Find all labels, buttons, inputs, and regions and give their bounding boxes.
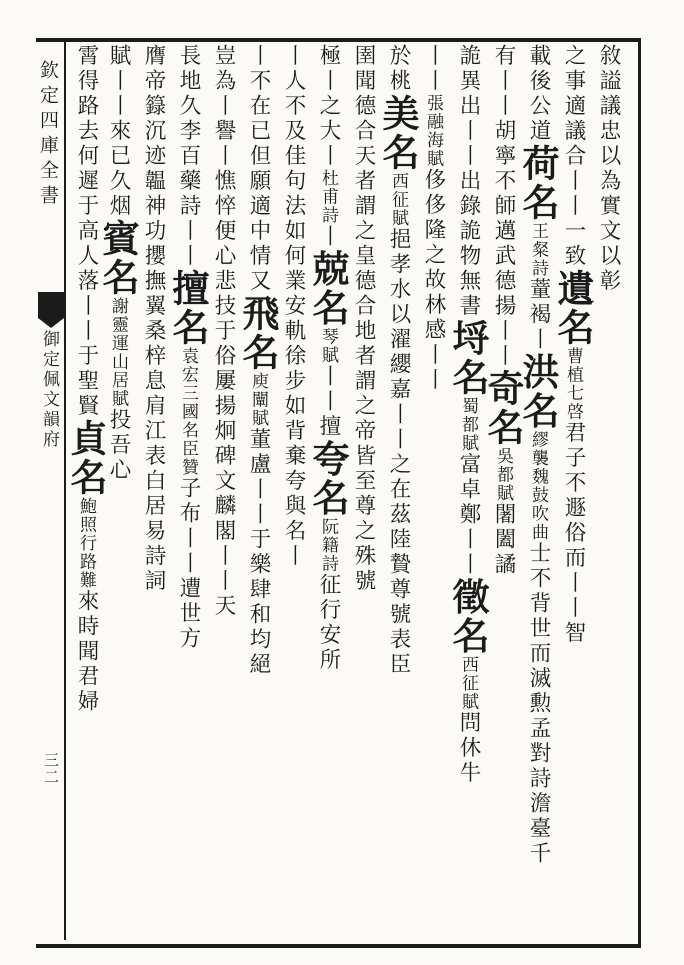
body-text: 霄得路去何遲 (74, 44, 99, 194)
body-text: 載後公道 (526, 44, 551, 144)
headword: 遺名 (551, 269, 595, 347)
headword: 賓名 (96, 219, 140, 297)
headword: 擅名 (166, 269, 210, 347)
body-text: 丨 (316, 224, 341, 250)
body-text: 挹孝水以濯纓嘉丨丨之在茲陸贄尊號表臣 (386, 227, 411, 678)
margin-section-title: 御定佩文韻府 (39, 330, 59, 450)
source-note: 庾闡賦 (248, 372, 268, 428)
source-note: 阮籍詩 (318, 517, 338, 573)
source-note: 蜀都賦 (458, 397, 478, 453)
body-text: 問休牛 (456, 711, 481, 786)
body-text: 于高人落丨丨于聖賢 (74, 194, 99, 419)
body-text: 邁武德揚丨丨 (491, 219, 516, 369)
body-text: 長地久李百藥詩丨丨 (176, 44, 201, 269)
headword: 荷名 (516, 144, 560, 222)
body-text: 胡寧不師 (491, 119, 516, 219)
body-text: 圉 (351, 44, 376, 69)
text-column (64, 44, 108, 934)
source-note: 張融海賦 (423, 94, 443, 168)
headword: 飛名 (236, 294, 280, 372)
body-text: 之故林感丨丨 (421, 243, 446, 393)
body-text: 技于俗屢揚炯碑文麟閣丨丨天 (211, 294, 236, 619)
source-note: 西征賦 (458, 655, 478, 711)
source-note: 袁宏三國名臣贊 (178, 347, 198, 477)
body-text: 士不背世而滅勲孟對詩澹臺千 (526, 541, 551, 867)
body-text: 敘謚議忠以為實文以彰 (596, 44, 621, 294)
body-text: 投吾心 (106, 408, 131, 483)
body-text: 豈為丨譽丨憔悴便心悲 (211, 44, 236, 294)
headword: 美名 (376, 94, 420, 172)
source-note: 謝靈運山居賦 (108, 297, 128, 408)
headword: 夸名 (306, 439, 350, 518)
headword: 徵名 (446, 577, 490, 656)
body-text: 富卓鄭丨丨 (456, 452, 481, 578)
headword: 奇名 (481, 369, 525, 447)
body-text: 膺帝籙沉迹韞神功 (141, 44, 166, 244)
body-text: 業安軌徐步 (281, 269, 306, 394)
source-note: 琴賦 (318, 327, 338, 365)
body-text: 攖撫翼桑梓息肩江表白居易詩詞 (141, 244, 166, 594)
body-text: 丨丨 (421, 44, 446, 94)
source-note: 杜甫詩 (318, 169, 338, 225)
source-note: 王粲詩 (528, 222, 548, 278)
body-text: 丨丨擅 (316, 364, 341, 440)
body-text: 董盧丨丨于樂肆和均絕 (246, 427, 271, 678)
margin-book-title: 欽定四庫全書 (37, 60, 59, 210)
body-text: 子布丨丨遭世方 (176, 476, 201, 652)
headword: 兢名 (306, 249, 350, 328)
body-text: 侈侈隆 (421, 168, 446, 243)
body-text: 征行安所 (316, 573, 341, 673)
margin-page-number: 三二 (42, 752, 60, 786)
body-text: 之事適議合丨丨一致 (561, 44, 586, 269)
body-text: 如背棄夸與名丨 (281, 394, 306, 569)
body-text: 君子不遯俗而丨丨智 (561, 421, 586, 646)
body-text: 賦丨丨來已久烟 (106, 44, 131, 219)
source-note: 吳都賦 (493, 447, 513, 503)
headword: 洪名 (516, 352, 560, 431)
body-text: 來時聞君婦 (74, 589, 99, 715)
body-text: 丨人不及佳句法如何 (281, 44, 306, 269)
headword: 埒名 (446, 319, 490, 397)
source-note: 西征賦 (388, 172, 408, 228)
body-text: 詭異出丨丨出錄詭物無書 (456, 44, 481, 319)
fish-tail-mark (38, 292, 64, 318)
body-text: 蕫褐丨 (526, 277, 551, 353)
body-text: 丨不在已但願適中情又 (246, 44, 271, 294)
body-text: 聞德合天者謂之皇德合地者謂之帝皆至尊之殊號 (351, 69, 376, 594)
body-text: 於桃 (386, 44, 411, 94)
source-note: 曹植七啓 (563, 347, 583, 421)
body-text: 有丨丨 (491, 44, 516, 119)
body-text: 闍闔譎 (491, 502, 516, 578)
source-note: 繆襲魏鼓吹曲 (528, 430, 548, 542)
body-text: 極丨之大丨 (316, 44, 341, 169)
headword: 貞名 (64, 419, 108, 497)
source-note: 鮑照行路難 (76, 497, 96, 590)
